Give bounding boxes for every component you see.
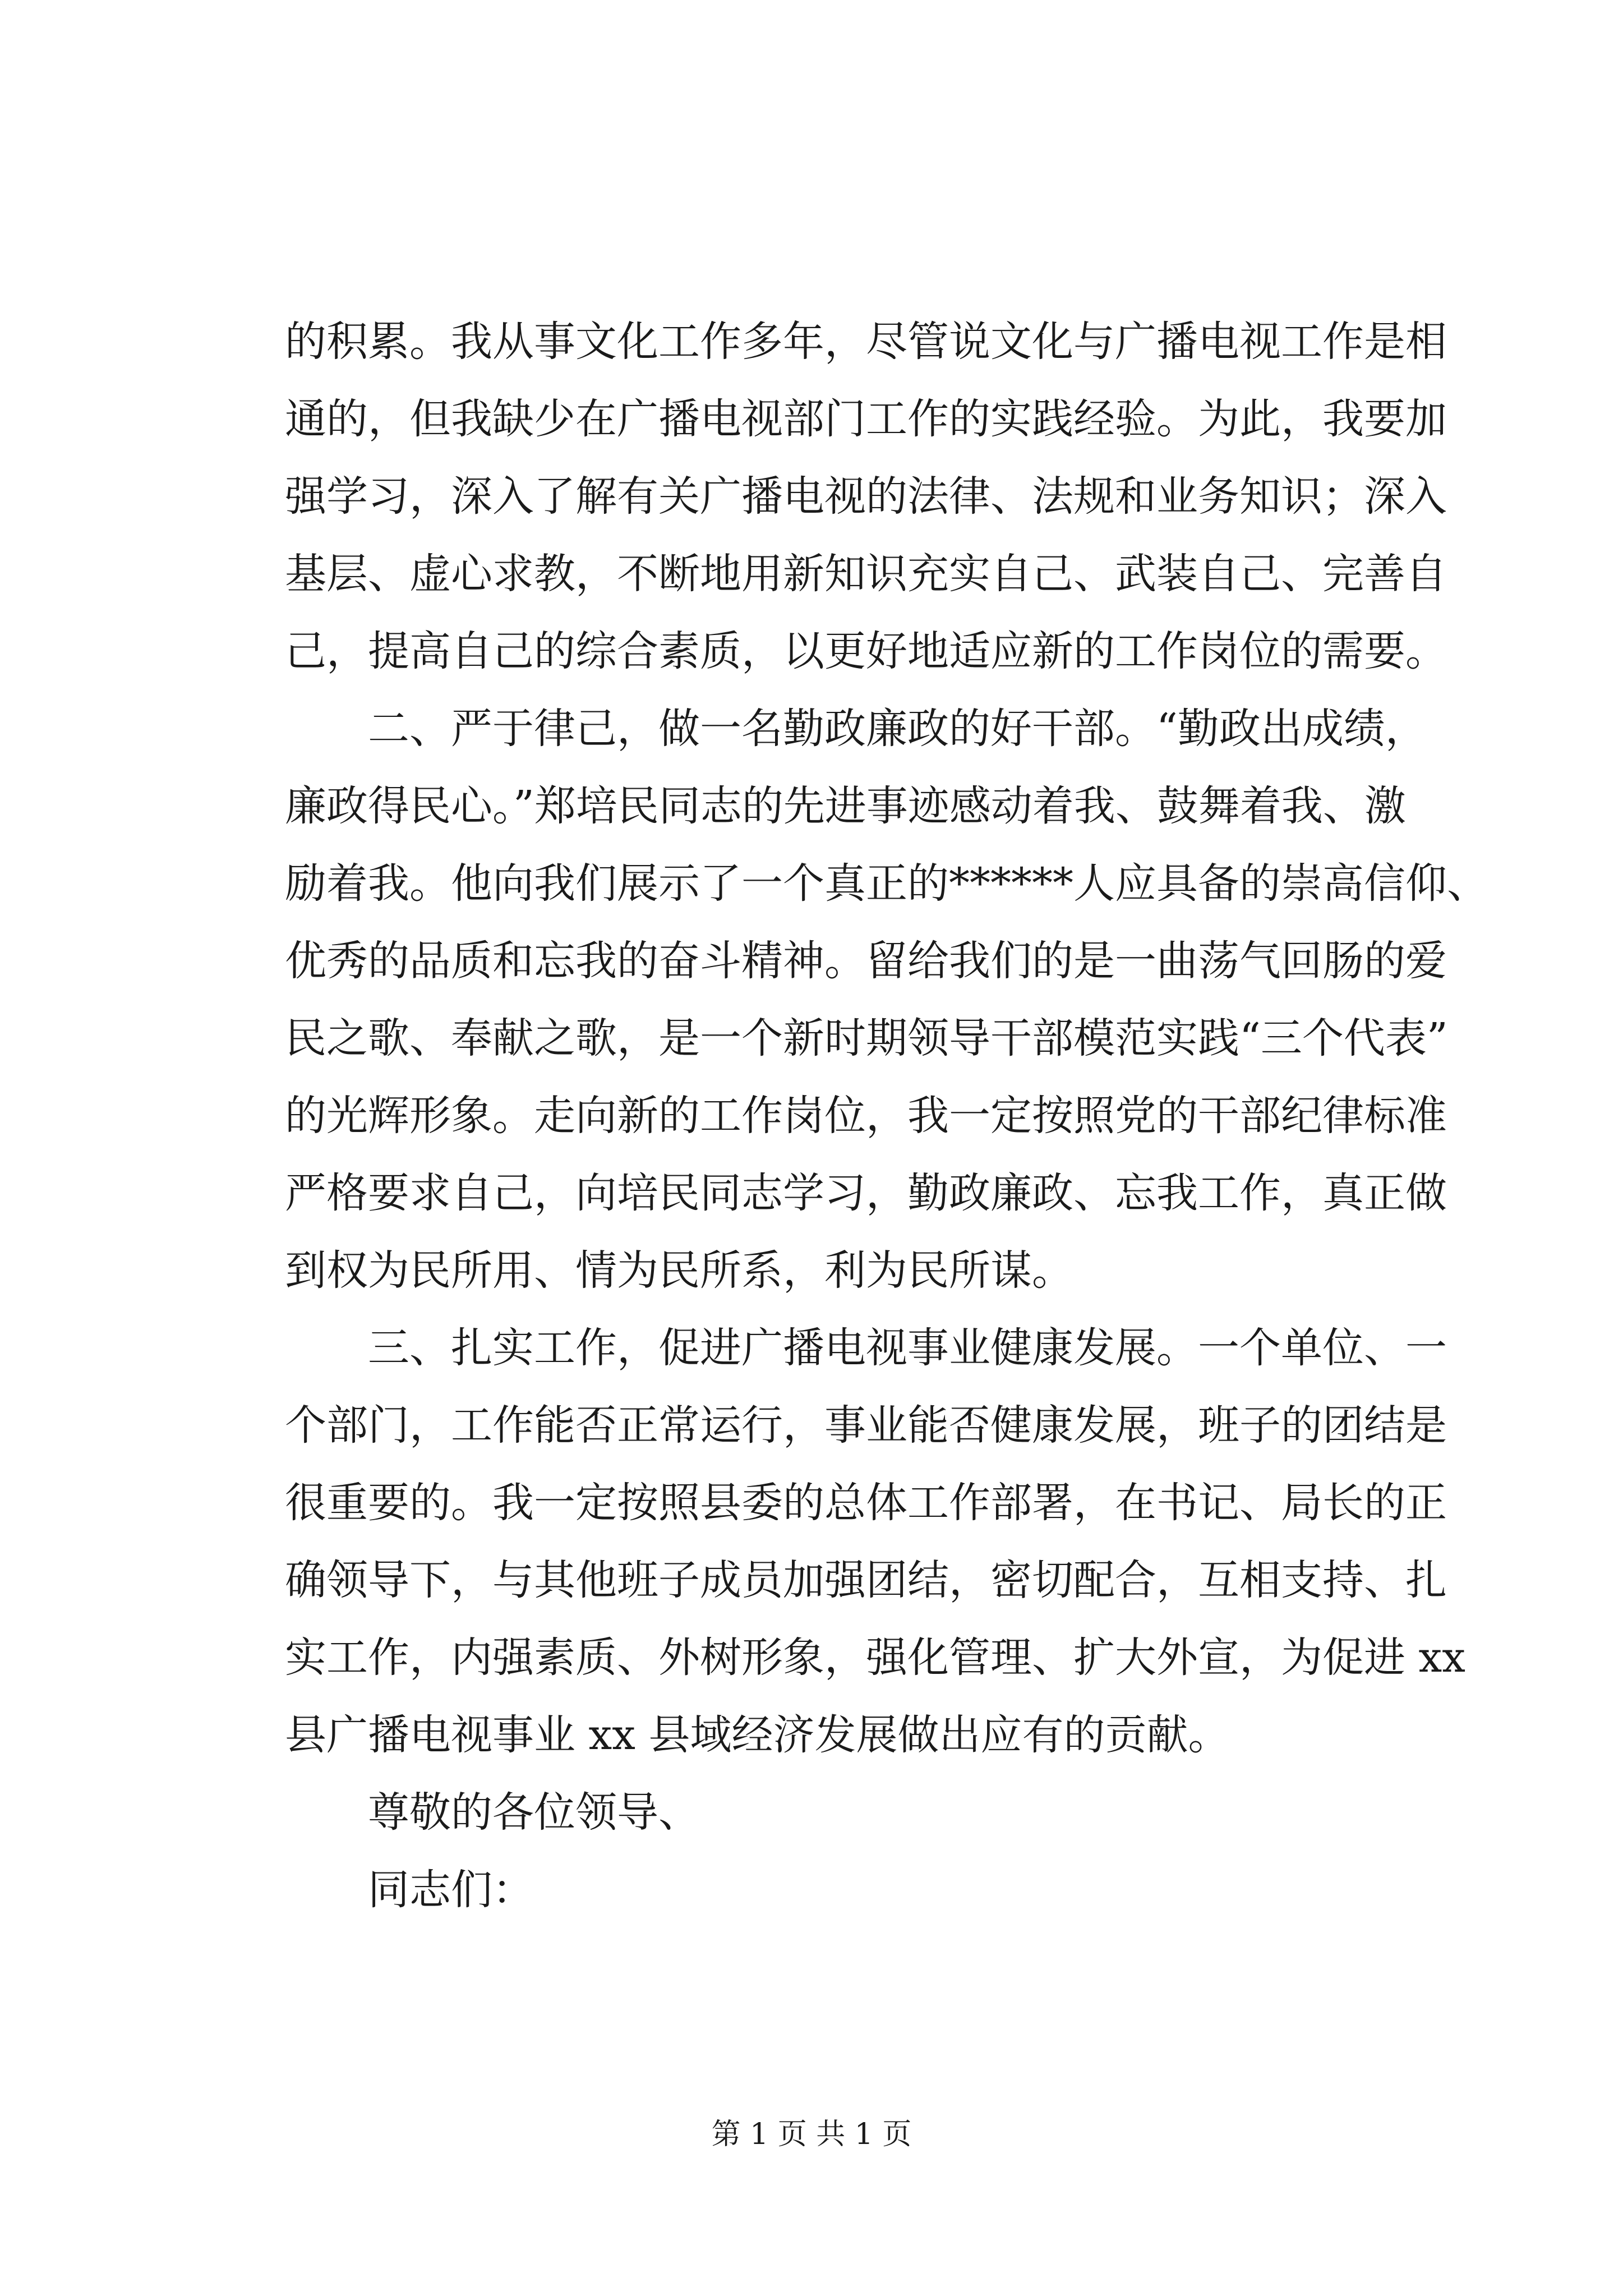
text-line: 强学习，深入了解有关广播电视的法律、法规和业务知识；深入 [285, 472, 1447, 521]
salutation-line: 尊敬的各位领导、 [368, 1788, 700, 1837]
text-line: 县广播电视事业 xx 县域经济发展做出应有的贡献。 [285, 1711, 1230, 1759]
text-line: 通的，但我缺少在广播电视部门工作的实践经验。为此，我要加 [285, 395, 1447, 443]
text-line: 优秀的品质和忘我的奋斗精神。留给我们的是一曲荡气回肠的爱 [285, 937, 1447, 985]
paragraph-start-line: 三、扎实工作，促进广播电视事业健康发展。一个单位、一 [368, 1324, 1447, 1372]
text-line: 个部门，工作能否正常运行，事业能否健康发展，班子的团结是 [285, 1401, 1447, 1450]
text-line: 到权为民所用、情为民所系，利为民所谋。 [285, 1246, 1073, 1295]
text-line: 民之歌、奉献之歌，是一个新时期领导干部模范实践“三个代表” [285, 1014, 1448, 1062]
text-line: 廉政得民心。”郑培民同志的先进事迹感动着我、鼓舞着我、激 [285, 782, 1406, 830]
text-line: 励着我。他向我们展示了一个真正的******人应具备的崇高信仰、 [285, 859, 1488, 908]
text-line: 确领导下，与其他班子成员加强团结，密切配合，互相支持、扎 [285, 1556, 1447, 1604]
text-line: 的积累。我从事文化工作多年，尽管说文化与广播电视工作是相 [285, 318, 1447, 366]
document-body [285, 303, 1488, 1929]
text-line: 实工作，内强素质、外树形象，强化管理、扩大外宣，为促进 xx [285, 1634, 1465, 1682]
text-line: 的光辉形象。走向新的工作岗位，我一定按照党的干部纪律标准 [285, 1092, 1447, 1140]
text-line: 很重要的。我一定按照县委的总体工作部署，在书记、局长的正 [285, 1479, 1447, 1527]
text-line: 严格要求自己，向培民同志学习，勤政廉政、忘我工作，真正做 [285, 1169, 1447, 1217]
text-line: 基层、虚心求教，不断地用新知识充实自己、武装自己、完善自 [285, 550, 1447, 598]
salutation-line: 同志们： [368, 1866, 534, 1914]
text-line: 己，提高自己的综合素质，以更好地适应新的工作岗位的需要。 [285, 627, 1447, 675]
paragraph-start-line: 二、严于律己，做一名勤政廉政的好干部。“勤政出成绩， [368, 705, 1427, 753]
page-footer: 第 1 页 共 1 页 [711, 2118, 912, 2151]
